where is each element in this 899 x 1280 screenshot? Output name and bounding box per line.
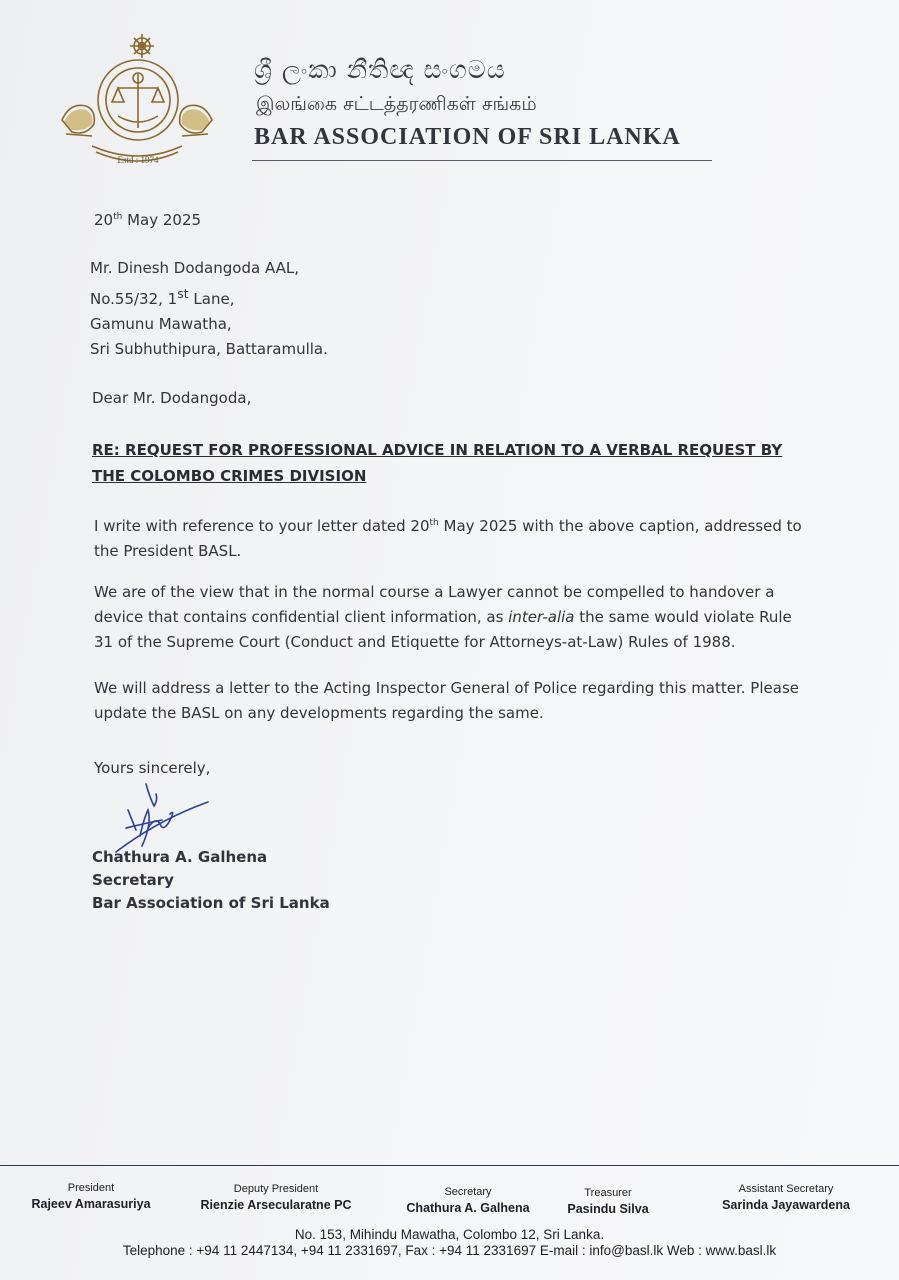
recipient-name: Mr. Dinesh Dodangoda AAL, — [90, 259, 300, 277]
officer-name: Rajeev Amarasuriya — [31, 1197, 151, 1211]
officer-role: Deputy President — [233, 1183, 319, 1195]
org-name-sinhala: ශ්‍රී ලංකා නීතිඥ සංගමය — [254, 55, 506, 84]
paragraph-2 — [94, 580, 806, 655]
officer-name: Sarinda Jayawardena — [722, 1198, 850, 1212]
paragraph-1 — [94, 511, 806, 564]
signer-organization: Bar Association of Sri Lanka — [92, 894, 330, 912]
date-rest: May 2025 — [122, 211, 202, 229]
letterhead-divider — [252, 160, 712, 161]
letter-subject: RE: REQUEST FOR PROFESSIONAL ADVICE IN RELATION TO A VERBAL REQUEST BY THE COLOMBO CRIMES DIVISION — [92, 441, 783, 485]
footer-address: No. 153, Mihindu Mawatha, Colombo 12, Sri Lanka. — [294, 1227, 605, 1242]
officer-president — [20, 1182, 162, 1211]
officer-assistant-secretary — [706, 1183, 866, 1212]
officer-secretary — [388, 1186, 548, 1215]
street-part: No.55/32, 1 — [90, 290, 178, 308]
street-sup: st — [177, 286, 189, 301]
para2-italic: inter-alia — [508, 608, 575, 626]
date-day: 20 — [94, 211, 114, 229]
para2-text: We are of the view that in the normal course a Lawyer cannot be compelled to handover a device that contains confidential client information, as — [94, 583, 775, 626]
closing: Yours sincerely, — [94, 759, 211, 777]
officer-name: Rienzie Arsecularatne PC — [200, 1198, 352, 1212]
officer-role: Treasurer — [584, 1187, 632, 1199]
recipient-address — [90, 256, 328, 362]
bar-association-emblem — [56, 32, 218, 168]
para1-text: I write with reference to your letter dated 20 — [94, 517, 430, 535]
footer-divider — [0, 1165, 899, 1166]
salutation: Dear Mr. Dodangoda, — [92, 389, 252, 407]
signer-title: Secretary — [92, 871, 174, 889]
street-part-2: Lane, — [188, 290, 235, 308]
officer-name: Pasindu Silva — [567, 1202, 649, 1216]
officer-role: Assistant Secretary — [738, 1183, 834, 1195]
officer-name: Chathura A. Galhena — [406, 1201, 530, 1215]
signature-block — [92, 846, 330, 915]
footer-contact: Telephone : +94 11 2447134, +94 11 2331697, Fax : +94 11 2331697 E-mail : info@basl.lk Web : www.basl.lk — [122, 1243, 777, 1258]
signer-name: Chathura A. Galhena — [92, 848, 268, 866]
officer-deputy-president — [186, 1183, 366, 1212]
recipient-street — [90, 281, 328, 312]
org-name-english: BAR ASSOCIATION OF SRI LANKA — [254, 124, 681, 150]
officer-treasurer — [560, 1187, 656, 1216]
para2-text-2: the same would violate Rule 31 of the Supreme Court (Conduct and Etiquette for Attorneys-at-Law) Rules of 1988. — [94, 608, 792, 651]
letter-date — [94, 211, 201, 229]
officer-role: Secretary — [444, 1186, 492, 1198]
emblem-estd-text: Estd : 1974 — [117, 155, 159, 165]
para1-text-2: May 2025 with the above caption, addressed to the President BASL. — [94, 517, 802, 560]
paragraph-3: We will address a letter to the Acting Inspector General of Police regarding this matter. Please update the BASL on any developments regarding the same. — [94, 679, 799, 722]
recipient-road: Gamunu Mawatha, — [90, 315, 232, 333]
officer-role: President — [67, 1182, 115, 1194]
recipient-city: Sri Subhuthipura, Battaramulla. — [90, 340, 328, 358]
org-name-tamil: இலங்கை சட்டத்தரணிகள் சங்கம் — [256, 93, 537, 115]
date-suffix: th — [113, 212, 123, 222]
para1-sup: th — [429, 518, 439, 528]
